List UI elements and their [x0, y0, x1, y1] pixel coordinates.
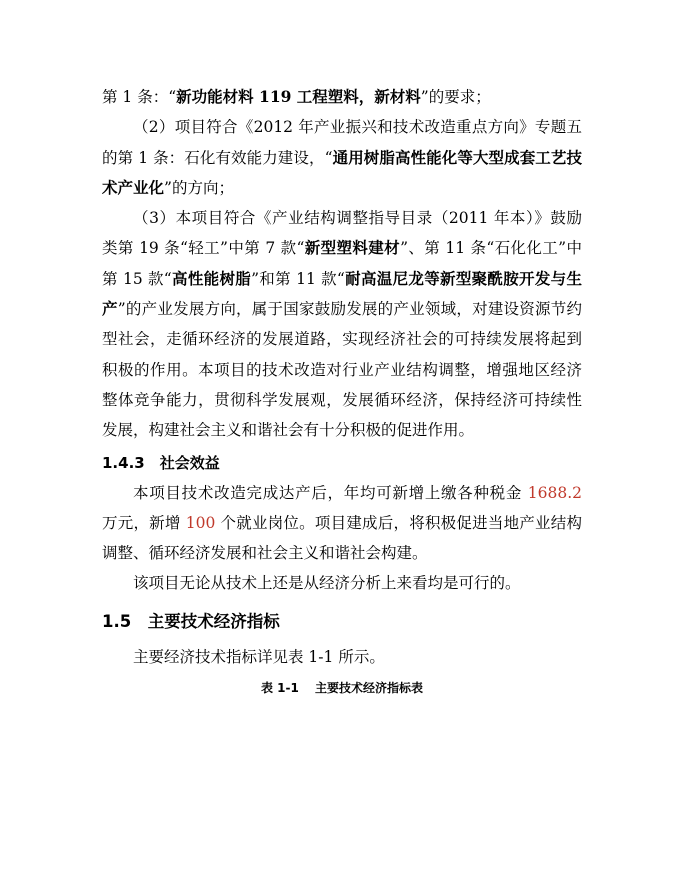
bold-phrase: 新功能材料 119 工程塑料，新材料	[176, 87, 421, 106]
bold-phrase: 耐高温尼龙等新型聚酰胺开发与生产	[102, 268, 582, 319]
paragraph-feasibility: 该项目无论从技术上还是从经济分析上来看均是可行的。	[133, 574, 521, 593]
paragraph-social-benefit: 本项目技术改造完成达产后，年均可新增上缴各种税金 1688.2 万元，新增 100 个就业岗位。项目建成后，将积极促进当地产业结构调整、循环经济发展和社会主义和谐社会构建。	[102, 483, 582, 563]
section-heading-social-benefit: 1.4.3 社会效益	[102, 453, 220, 472]
paragraph-requirement: 第 1 条：“新功能材料 119 工程塑料，新材料”的要求；	[102, 87, 491, 106]
section-heading-indicators: 1.5 主要技术经济指标	[102, 611, 280, 631]
paragraph-indicators: 主要经济技术指标详见表 1-1 所示。	[133, 647, 385, 666]
bold-phrase: 高性能树脂	[171, 268, 252, 288]
document-page	[102, 82, 582, 698]
paragraph-direction: （2）项目符合《2012 年产业振兴和技术改造重点方向》专题五的第 1 条：石化有效能力建设，“通用树脂高性能化等大型成套工艺技术产业化”的方向；	[102, 118, 582, 197]
jobs-value: 100	[185, 513, 216, 532]
paragraph-catalogue: （3）本项目符合《产业结构调整指导目录（2011 年本）》鼓励类第 19 条“轻工”中第 7 款“新型塑料建材”、第 11 条“石化化工”中第 15 款“高性能树脂”和第 11 款“耐高温尼龙等新型聚酰胺开发与生产”的产业发展方向，属于国家鼓励发展的产业领域，对建设资源节约型社会，走循环经济的发展道路，实现经济社会的可持续发展将起到积极的作用。本项目的技术改造对行业产业结构调整，增强地区经济整体竞争能力，贯彻科学发展观，发展循环经济，保持经济可持续性发展，构建社会主义和谐社会有十分积极的促进作用。	[102, 209, 582, 440]
bold-phrase: 新型塑料建材	[304, 238, 401, 258]
table-caption: 表 1-1 主要技术经济指标表	[260, 681, 424, 696]
bold-phrase: 通用树脂高性能化等大型成套工艺技术产业化	[102, 147, 582, 197]
tax-value: 1688.2	[527, 483, 582, 502]
